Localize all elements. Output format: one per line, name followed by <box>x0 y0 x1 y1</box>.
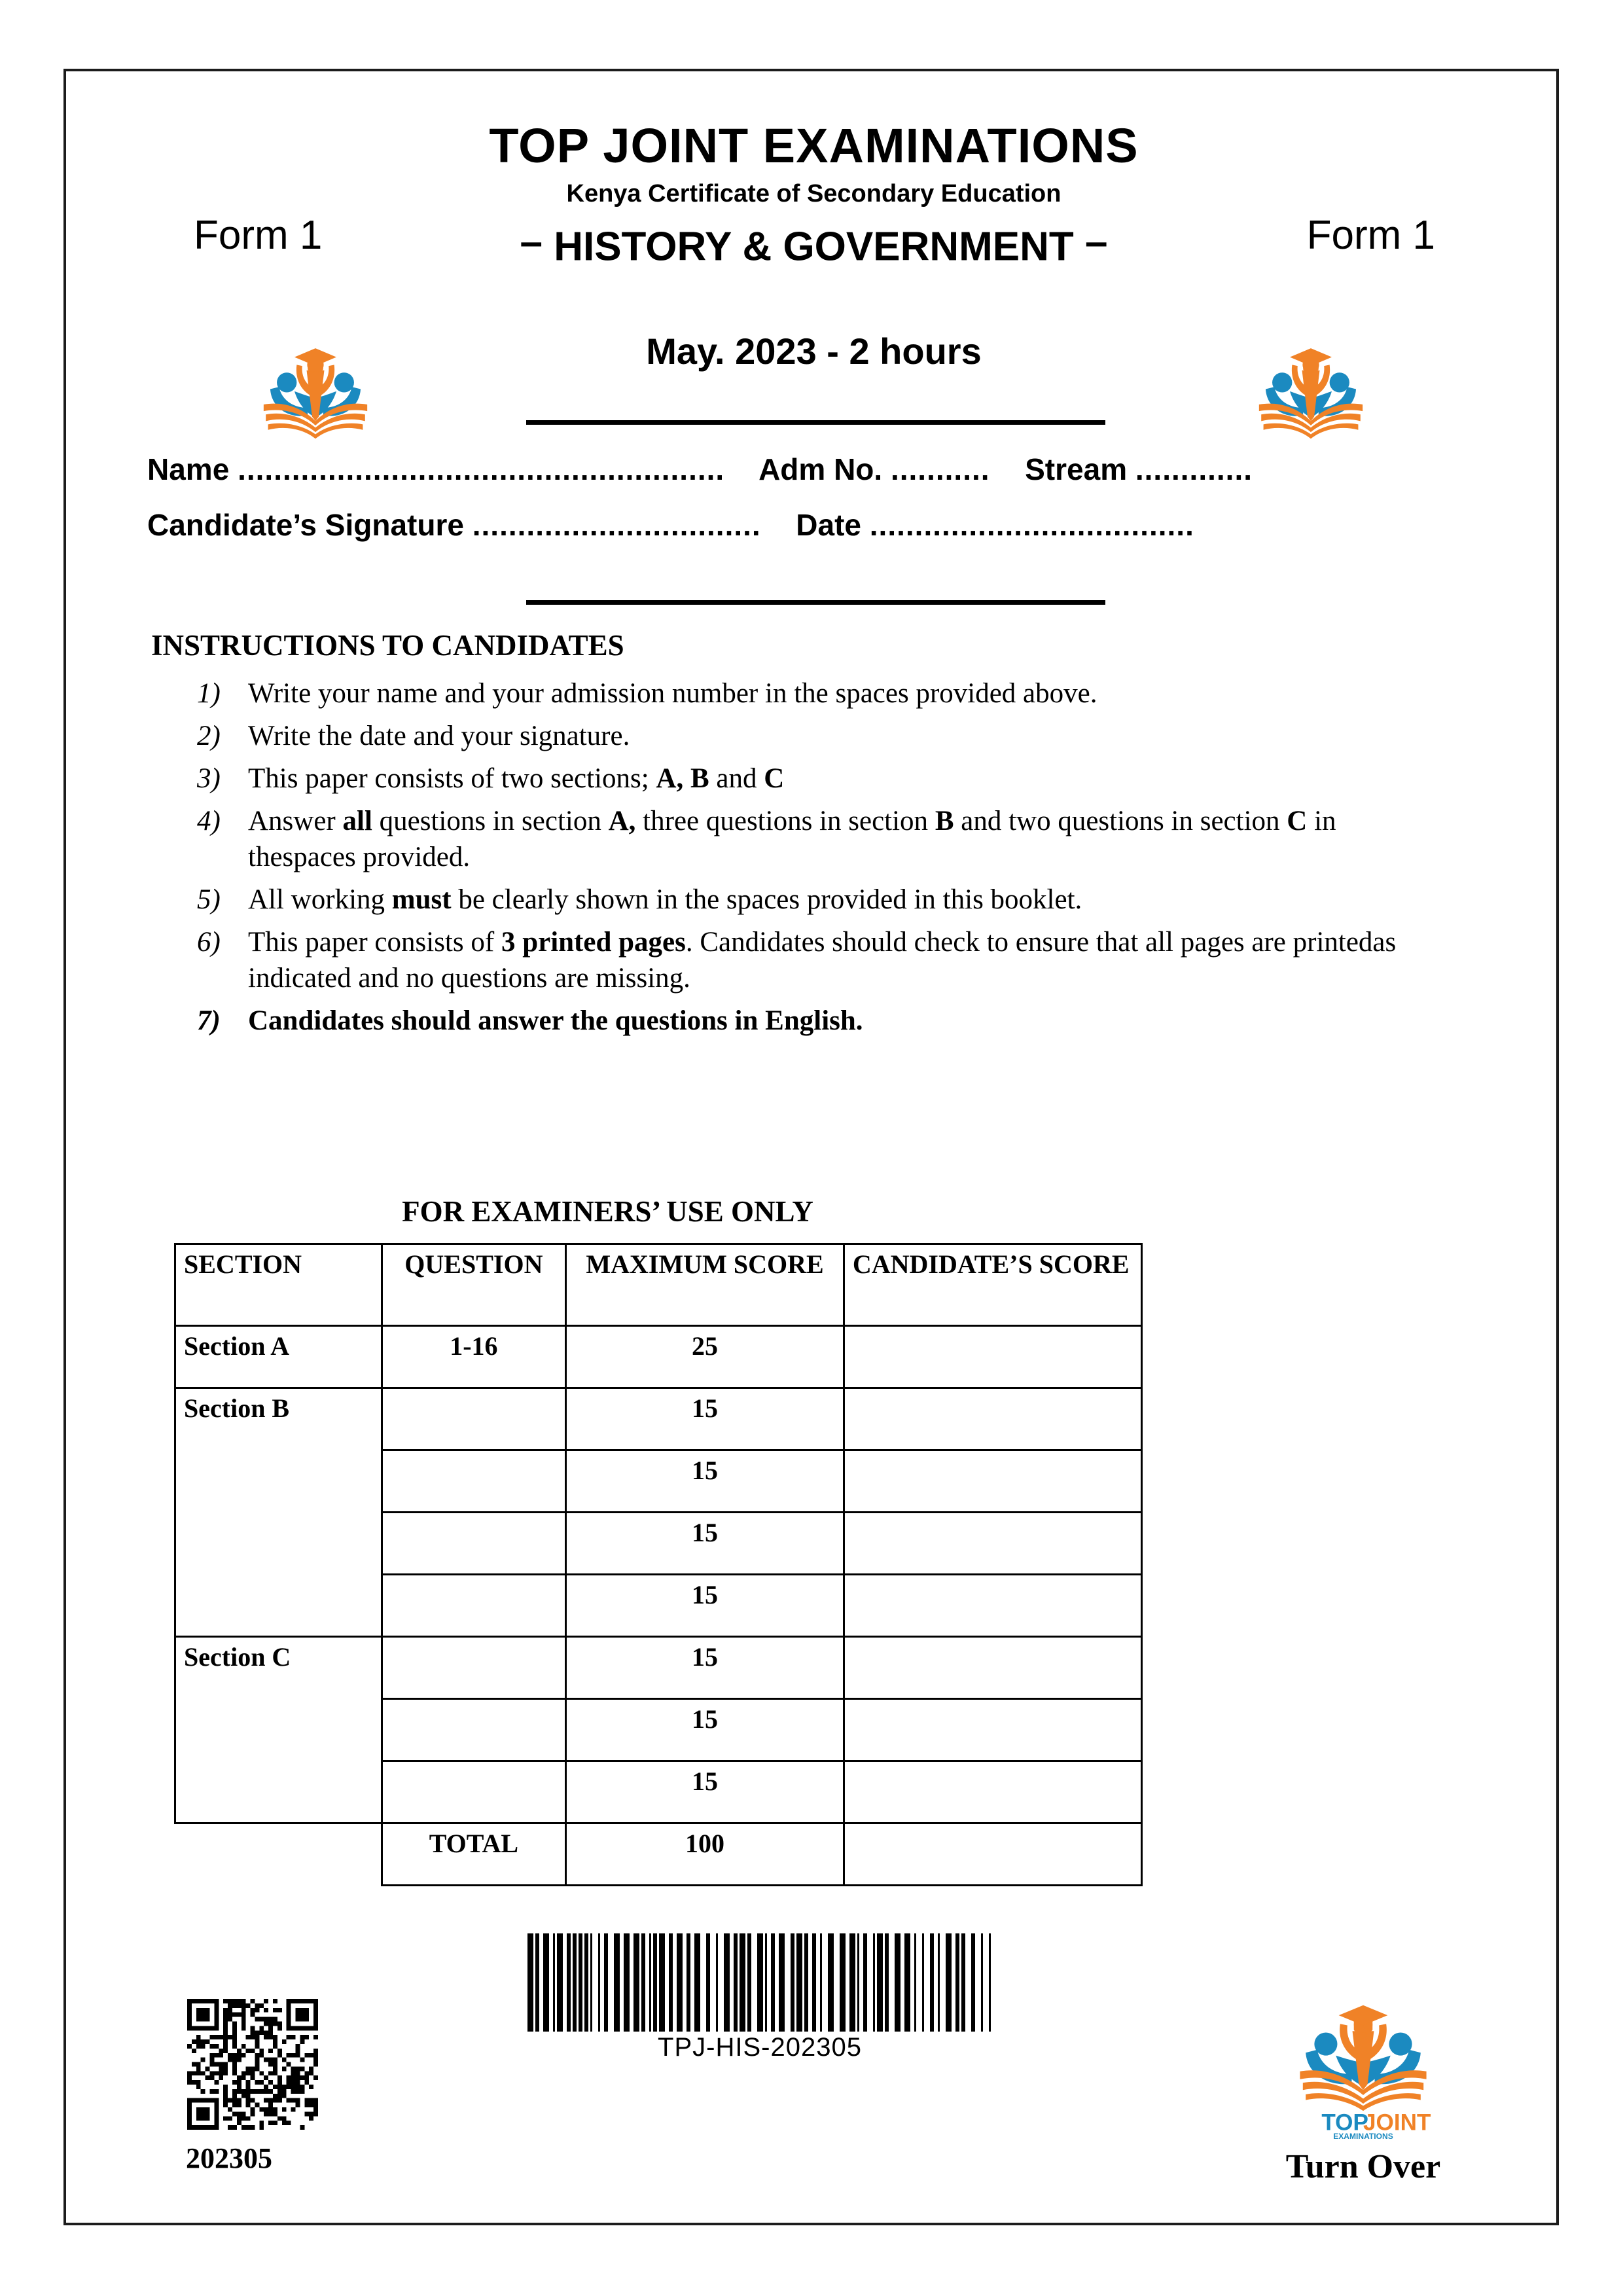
cell-section <box>175 1823 382 1886</box>
instruction-item <box>197 803 1440 875</box>
table-row <box>175 1326 1142 1388</box>
cell-maximum-score: 15 <box>566 1388 844 1450</box>
cell-maximum-score: 25 <box>566 1326 844 1388</box>
cell-question <box>382 1388 565 1450</box>
instruction-text: Write the date and your signature. <box>248 721 630 752</box>
column-header-question: QUESTION <box>382 1244 565 1326</box>
stream-label: Stream <box>1025 452 1128 486</box>
form-label-left: Form 1 <box>194 213 323 258</box>
column-header-cand: CANDIDATE’S SCORE <box>844 1244 1141 1326</box>
top-joint-logo-footer-icon <box>1255 1992 1471 2140</box>
cell-maximum-score: 15 <box>566 1575 844 1637</box>
footer-logo-block <box>1255 1992 1471 2184</box>
cell-candidate-score[interactable] <box>844 1575 1141 1637</box>
date-input-dots[interactable]: .................................... <box>869 508 1194 542</box>
exam-title: TOP JOINT EXAMINATIONS <box>489 118 1139 173</box>
cell-section: Section A <box>175 1326 382 1388</box>
signature-input-dots[interactable]: ................................ <box>472 508 761 542</box>
column-header-section: SECTION <box>175 1244 382 1326</box>
cell-question <box>382 1761 565 1823</box>
instruction-number: 7) <box>197 1005 221 1037</box>
signature-label: Candidate’s Signature <box>147 508 464 542</box>
cell-candidate-score[interactable] <box>844 1450 1141 1513</box>
cell-maximum-score: 15 <box>566 1637 844 1699</box>
qr-code-image <box>187 1999 318 2130</box>
turn-over-label: Turn Over <box>1285 2148 1441 2185</box>
cell-question <box>382 1637 565 1699</box>
logo-word-examinations: EXAMINATIONS <box>1333 2131 1393 2140</box>
adm-no-input-dots[interactable]: ........... <box>890 452 990 486</box>
cell-candidate-score[interactable] <box>844 1699 1141 1761</box>
cell-question <box>382 1513 565 1575</box>
instruction-text: This paper consists of two sections; A, B and C <box>248 763 785 795</box>
name-row <box>147 454 1482 484</box>
exam-page-frame <box>63 69 1559 2225</box>
cell-candidate-score[interactable] <box>844 1513 1141 1575</box>
cell-maximum-score: 15 <box>566 1761 844 1823</box>
examiners-table-body <box>175 1244 1142 1886</box>
barcode-label: TPJ-HIS-202305 <box>658 2033 862 2062</box>
instruction-number: 4) <box>197 806 221 837</box>
qr-block <box>158 1999 374 2173</box>
cell-maximum-score: 15 <box>566 1450 844 1513</box>
header-rule-bottom <box>526 600 1105 605</box>
instruction-number: 3) <box>197 763 221 795</box>
instruction-text: Answer all questions in section A, three questions in section B and two questions in section C in thespaces provided. <box>248 806 1336 873</box>
stream-input-dots[interactable]: ............. <box>1135 452 1253 486</box>
signature-row <box>147 510 1482 540</box>
cell-candidate-score[interactable] <box>844 1388 1141 1450</box>
instruction-number: 5) <box>197 884 221 916</box>
cell-candidate-score[interactable] <box>844 1637 1141 1699</box>
subject-name: HISTORY & GOVERNMENT <box>554 224 1074 270</box>
cell-question: 1-16 <box>382 1326 565 1388</box>
table-header-row <box>175 1244 1142 1326</box>
name-label: Name <box>147 452 230 486</box>
cell-maximum-score: 15 <box>566 1513 844 1575</box>
cell-candidate-score[interactable] <box>844 1326 1141 1388</box>
dash-right-glyph: – <box>1085 219 1108 264</box>
instructions-heading: INSTRUCTIONS TO CANDIDATES <box>151 629 624 662</box>
instruction-text: This paper consists of 3 printed pages. Candidates should check to ensure that all pages are printedas indicated and no questions are missing. <box>248 927 1397 994</box>
examiners-score-table <box>174 1243 1143 1886</box>
instruction-item <box>197 675 1440 711</box>
instruction-number: 2) <box>197 721 221 752</box>
dash-left-glyph: – <box>520 219 543 264</box>
instruction-item <box>197 718 1440 754</box>
cell-question: TOTAL <box>382 1823 565 1886</box>
table-row <box>175 1637 1142 1699</box>
logo-word-top: TOP <box>1321 2109 1368 2136</box>
instructions-list <box>197 675 1440 1045</box>
instruction-item <box>197 1003 1440 1039</box>
cell-question <box>382 1450 565 1513</box>
date-label: Date <box>796 508 861 542</box>
instruction-number: 1) <box>197 678 221 709</box>
header-rule-top <box>526 420 1105 425</box>
cell-maximum-score: 15 <box>566 1699 844 1761</box>
logo-word-joint: JOINT <box>1363 2109 1431 2136</box>
date-duration: May. 2023 - 2 hours <box>646 331 982 372</box>
instruction-item <box>197 761 1440 797</box>
instruction-item <box>197 924 1440 996</box>
instruction-text: Candidates should answer the questions in English. <box>248 1005 863 1037</box>
cell-candidate-score[interactable] <box>844 1823 1141 1886</box>
qr-label: 202305 <box>186 2142 272 2174</box>
exam-subtitle: Kenya Certificate of Secondary Education <box>566 180 1061 207</box>
column-header-max: MAXIMUM SCORE <box>566 1244 844 1326</box>
instruction-text: Write your name and your admission number in the spaces provided above. <box>248 678 1097 709</box>
instruction-text: All working must be clearly shown in the spaces provided in this booklet. <box>248 884 1082 916</box>
adm-no-label: Adm No. <box>758 452 883 486</box>
form-label-right: Form 1 <box>1306 213 1435 258</box>
cell-section: Section B <box>175 1388 382 1637</box>
barcode-image <box>527 1933 992 2032</box>
instruction-item <box>197 882 1440 918</box>
cell-question <box>382 1575 565 1637</box>
cell-question <box>382 1699 565 1761</box>
table-row <box>175 1823 1142 1886</box>
instruction-number: 6) <box>197 927 221 958</box>
cell-maximum-score: 100 <box>566 1823 844 1886</box>
cell-candidate-score[interactable] <box>844 1761 1141 1823</box>
name-input-dots[interactable]: ...................................................... <box>238 452 725 486</box>
table-row <box>175 1388 1142 1450</box>
cell-section: Section C <box>175 1637 382 1823</box>
examiners-use-heading: FOR EXAMINERS’ USE ONLY <box>402 1195 813 1228</box>
barcode-block <box>511 1933 1008 2060</box>
